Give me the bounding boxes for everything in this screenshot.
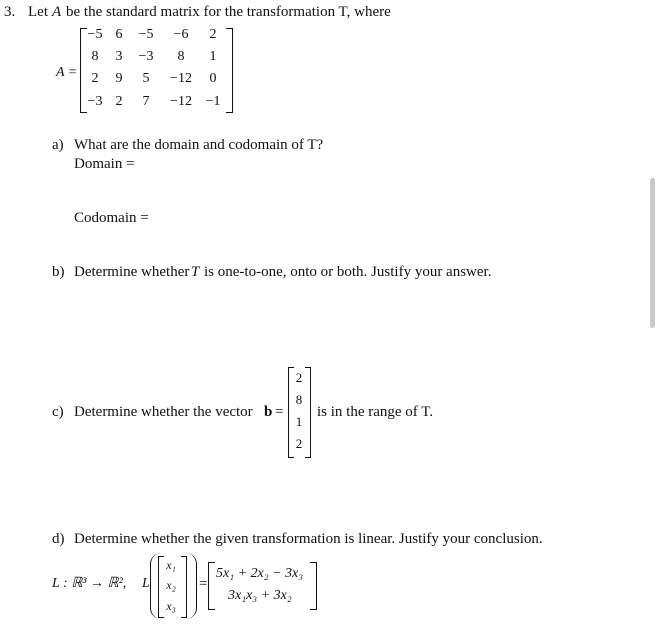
- output-row-2: 3x₁x₃ + 3x₂: [228, 588, 292, 603]
- part-d-question: Determine whether the given transformation is linear. Justify your conclusion.: [74, 531, 543, 547]
- intro-text: be the standard matrix for the transformation T, where: [66, 4, 391, 20]
- vector-b-equals: =: [275, 404, 284, 420]
- part-d-label: d): [52, 531, 65, 547]
- matrix-cell: 7: [142, 94, 150, 109]
- map-equals: =: [199, 576, 208, 592]
- domain-label: Domain =: [74, 156, 135, 172]
- map-definition: L : ℝ³ → ℝ²,: [52, 576, 127, 591]
- vector-b-entry: 1: [295, 414, 303, 429]
- codomain-label: Codomain =: [74, 210, 149, 226]
- matrix-cell: −3: [138, 49, 154, 64]
- part-a-question: What are the domain and codomain of T?: [74, 137, 324, 153]
- matrix-cell: 5: [142, 71, 150, 86]
- intro-let: Let: [28, 4, 48, 20]
- problem-number: 3.: [4, 4, 16, 20]
- output-row-1: 5x₁ + 2x₂ − 3x₃: [216, 566, 304, 581]
- input-entry: x₁: [166, 558, 176, 572]
- matrix-cell: −5: [138, 27, 154, 42]
- input-entry: x₃: [166, 599, 176, 613]
- input-entry: x₂: [166, 578, 176, 592]
- matrix-cell: −6: [173, 27, 189, 42]
- part-b-question-start: Determine whether: [74, 264, 190, 280]
- matrix-label: A =: [56, 65, 78, 80]
- map-L: L: [142, 576, 150, 591]
- output-right-bracket: [310, 562, 317, 610]
- matrix-cell: 9: [115, 71, 123, 86]
- matrix-cell: −1: [205, 94, 221, 109]
- vector-b-entry: 8: [295, 392, 303, 407]
- part-a-label: a): [52, 137, 64, 153]
- input-right-bracket: [181, 556, 187, 618]
- vector-b-name: b: [264, 404, 273, 420]
- part-c-question-start: Determine whether the vector: [74, 404, 253, 420]
- matrix-cell: 3: [115, 49, 123, 64]
- part-c-question-end: is in the range of T.: [317, 404, 434, 420]
- intro-matrix-var: A: [52, 4, 62, 20]
- matrix-cell: 2: [209, 27, 217, 42]
- matrix-cell: −5: [87, 27, 103, 42]
- output-left-bracket: [208, 562, 215, 610]
- part-b-label: b): [52, 264, 65, 280]
- vertical-scrollbar[interactable]: [650, 178, 655, 328]
- matrix-cell: 6: [115, 27, 123, 42]
- matrix-cell: −3: [87, 94, 103, 109]
- matrix-cell: −12: [170, 94, 192, 109]
- matrix-cell: 1: [209, 49, 217, 64]
- right-paren: [186, 553, 197, 619]
- matrix-cell: 8: [91, 49, 99, 64]
- matrix-cell: 2: [91, 71, 99, 86]
- part-b-question-end: is one-to-one, onto or both. Justify your answer.: [204, 264, 492, 280]
- part-b-variable: T: [191, 264, 200, 280]
- part-c-label: c): [52, 404, 64, 420]
- matrix-cell: 8: [177, 49, 185, 64]
- vector-b-entry: 2: [295, 436, 303, 451]
- matrix-cell: 2: [115, 94, 123, 109]
- vector-b-entry: 2: [295, 370, 303, 385]
- matrix-cell: 0: [209, 71, 217, 86]
- matrix-cell: −12: [170, 71, 192, 86]
